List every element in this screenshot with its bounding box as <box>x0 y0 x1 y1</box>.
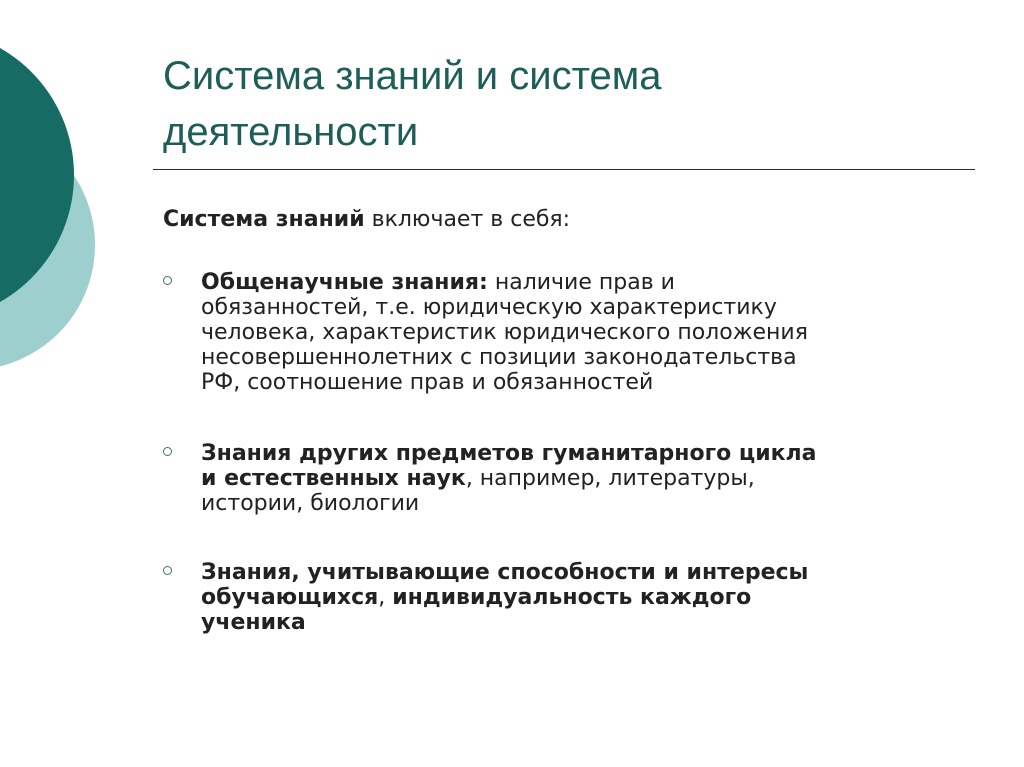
slide-title <box>163 48 963 160</box>
bullet-bold: индивидуальность каждого <box>392 585 752 610</box>
intro-text <box>163 205 570 235</box>
intro-bold: Система знаний <box>163 207 365 232</box>
bullet-text <box>201 270 971 395</box>
bullet-line: человека, характеристик юридического положения <box>201 320 808 345</box>
bullet-text <box>201 560 971 635</box>
bullet-line: несовершеннолетних с позиции законодательства <box>201 345 797 370</box>
bullet-text <box>201 441 971 516</box>
bullet-line: РФ, соотношение прав и обязанностей <box>201 370 654 395</box>
bullet-bold: Знания других предметов гуманитарного цикла <box>201 441 817 466</box>
title-line-1: Система знаний и система <box>163 54 662 98</box>
decorative-circles <box>0 0 120 420</box>
bullet-bold: Знания, учитывающие способности и интересы <box>201 560 809 585</box>
bullet-circle-icon <box>163 276 172 285</box>
bullet-circle-icon <box>163 447 172 456</box>
bullet-bold: и естественных наук <box>201 466 466 491</box>
bullet-line: , например, литературы, <box>465 466 755 491</box>
title-line-2: деятельности <box>163 110 419 154</box>
bullet-line: обязанностей, т.е. юридическую характеристику <box>201 295 777 320</box>
bullet-bold: Общенаучные знания: <box>201 270 488 295</box>
intro-rest: включает в себя: <box>364 207 571 232</box>
bullet-bold: обучающихся <box>201 585 379 610</box>
bullet-circle-icon <box>163 566 172 575</box>
title-divider <box>153 169 975 170</box>
bullet-bold: ученика <box>201 610 306 635</box>
bullet-line: наличие прав и <box>487 270 675 295</box>
bullet-line: , <box>378 585 393 610</box>
bullet-line: истории, биологии <box>201 491 420 516</box>
